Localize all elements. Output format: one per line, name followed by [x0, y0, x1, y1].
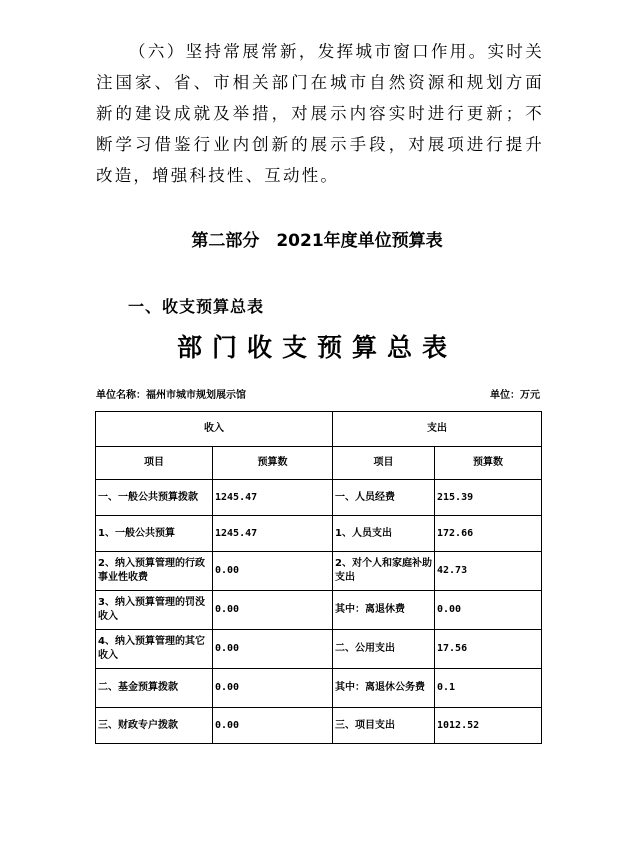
table-title: 部门收支预算总表 [176, 333, 457, 362]
expense-item: 2、对个人和家庭补助支出 [333, 552, 435, 591]
expense-amount: 0.1 [435, 669, 542, 708]
table-row [96, 708, 542, 744]
income-item: 2、纳入预算管理的行政事业性收费 [96, 552, 213, 591]
income-amount: 1245.47 [213, 480, 333, 516]
income-amount: 0.00 [213, 708, 333, 744]
income-item: 1、一般公共预算 [96, 516, 213, 552]
column-header-row [96, 447, 542, 480]
income-amount: 0.00 [213, 630, 333, 669]
table-row [96, 630, 542, 669]
income-item: 二、基金预算拨款 [96, 669, 213, 708]
expense-item: 1、人员支出 [333, 516, 435, 552]
expense-item: 其中：离退休公务费 [333, 669, 435, 708]
income-amount: 0.00 [213, 591, 333, 630]
expense-item-header: 项目 [333, 447, 435, 480]
expense-item: 其中：离退休费 [333, 591, 435, 630]
expense-amount: 172.66 [435, 516, 542, 552]
group-header-row [96, 412, 542, 447]
income-item: 三、财政专户拨款 [96, 708, 213, 744]
unit-name: 单位名称：福州市城市规划展示馆 [96, 390, 246, 401]
table-row [96, 669, 542, 708]
table-row [96, 480, 542, 516]
income-amount: 1245.47 [213, 516, 333, 552]
table-row [96, 552, 542, 591]
income-amount-header: 预算数 [213, 447, 333, 480]
expense-item: 三、项目支出 [333, 708, 435, 744]
expense-amount: 0.00 [435, 591, 542, 630]
section-title: 第二部分 2021年度单位预算表 [191, 231, 443, 251]
sub-title: 一、收支预算总表 [128, 297, 265, 316]
budget-table [95, 411, 542, 744]
body-paragraph: （六）坚持常展常新，发挥城市窗口作用。实时关注国家、省、市相关部门在城市自然资源和规划方面新的建设成就及举措，对展示内容实时进行更新；不断学习借鉴行业内创新的展示手段，对展项进行提升改造，增强科技性、互动性。 [96, 42, 544, 185]
expense-header: 支出 [333, 412, 542, 447]
expense-amount-header: 预算数 [435, 447, 542, 480]
table-row [96, 516, 542, 552]
income-item-header: 项目 [96, 447, 213, 480]
income-amount: 0.00 [213, 669, 333, 708]
income-header: 收入 [96, 412, 333, 447]
unit-label: 单位：万元 [490, 390, 540, 401]
expense-item: 二、公用支出 [333, 630, 435, 669]
expense-amount: 17.56 [435, 630, 542, 669]
expense-amount: 42.73 [435, 552, 542, 591]
income-item: 一、一般公共预算拨款 [96, 480, 213, 516]
expense-amount: 1012.52 [435, 708, 542, 744]
income-item: 3、纳入预算管理的罚没收入 [96, 591, 213, 630]
expense-amount: 215.39 [435, 480, 542, 516]
expense-item: 一、人员经费 [333, 480, 435, 516]
income-item: 4、纳入预算管理的其它收入 [96, 630, 213, 669]
income-amount: 0.00 [213, 552, 333, 591]
table-row [96, 591, 542, 630]
